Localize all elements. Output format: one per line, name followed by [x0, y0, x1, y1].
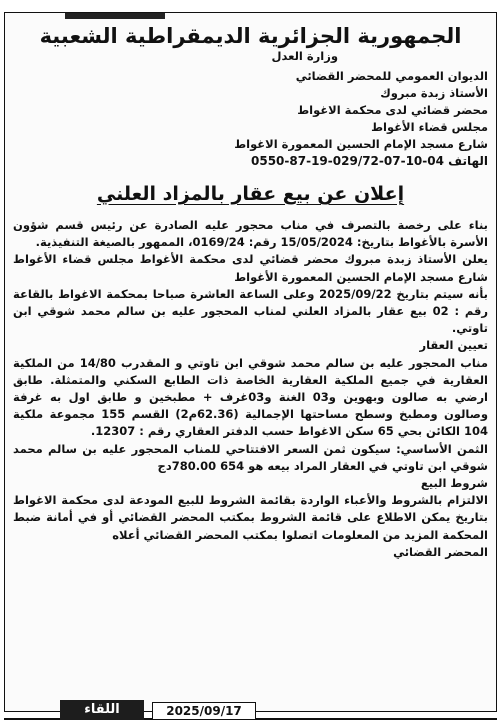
auction-notice [4, 12, 497, 712]
paragraph-authorization: بناء على رخصة بالتصرف في مناب محجور عليه الصادرة عن رئيس قسم شؤون الأسرة بالأغواط بتاريخ: 15/05/2024 رقم: 0169/24، الممهور بالصيغة التنفيذية. [13, 218, 488, 250]
paragraph-announcer: يعلن الأستاذ زبدة مبروك محضر قضائي لدى محكمة الأغواط مجلس قضاء الأغواط شارع مسجد الإمام الحسين المعمورة الأغواط [13, 252, 488, 284]
council-line: مجلس قضاء الأغواط [371, 120, 488, 134]
phone-line: الهاتف 04-10-07-029/72-19-87-0550 [251, 154, 488, 168]
signature-line: المحضر القضائي [393, 544, 488, 559]
address-line: شارع مسجد الإمام الحسين المعمورة الاغواط [234, 137, 488, 151]
republic-heading: الجمهورية الجزائرية الديمقراطية الشعبية [39, 24, 462, 48]
office-line: الديوان العمومي للمحضر القضائي [295, 69, 488, 83]
ministry-line: وزارة العدل [271, 49, 338, 63]
section-conditions-heading: شروط البيع [420, 476, 488, 491]
publication-date: 2025/09/17 [152, 702, 256, 720]
top-decoration-bar [65, 13, 165, 19]
paragraph-conditions: الالتزام بالشروط والأعباء الواردة بقائمة الشروط للبيع المودعة لدى محكمة الاغواط بتاريخ يمكن الاطلاع على قائمة الشروط بمكتب المحضر القضائي أو في أمانة ضبط المحكمة المزيد من المعلومات اتصلوا بمكتب المحضر القضائي أعلاه [13, 493, 488, 542]
notice-footer [4, 700, 497, 720]
notice-title-text: إعلان عن بيع عقار بالمزاد العلني [96, 183, 405, 205]
paragraph-base-price: الثمن الأساسي: سيكون ثمن السعر الافتتاحي للمناب المحجور عليه بن سالم محمد شوقي ابن تاوتي في العقار المراد بيعه هو 654 780.00دج [13, 441, 488, 473]
court-line: محضر قضائي لدى محكمة الاغواط [297, 103, 488, 117]
notice-title [13, 181, 488, 207]
newspaper-name: اللقاء [60, 700, 144, 720]
paragraph-property: مناب المحجور عليه بن سالم محمد شوقي ابن تاوتي و المقدرب 14/80 من الملكية العقارية في جميع الملكية العقارية الخاصة ذات الطابع السكني والمتمثلة. طابق ارضي به صالون وبهوين و03 الغنة و03غرف + مطبخين و طابق اول به غرفة وصالون ومطبخ وسطح مساحتها الإجمالية (62.36م2) القسم 155 مجموعة ملكية 104 الكائن بحي 65 سكن الاغواط حسب الدفتر العقاري رقم : 12307. [13, 355, 489, 439]
bailiff-name: الأستاذ زبدة مبروك [380, 86, 488, 100]
section-property-heading: تعيين العقار [419, 338, 488, 353]
paragraph-sale-date: بأنه سيتم بتاريخ 2025/09/22 وعلى الساعة العاشرة صباحا بمحكمة الاغواط بالقاعة رقم : 02 بيع عقار بالمزاد العلني لمناب المحجور عليه بن سالم محمد شوقي ابن تاوتي. [13, 286, 489, 336]
